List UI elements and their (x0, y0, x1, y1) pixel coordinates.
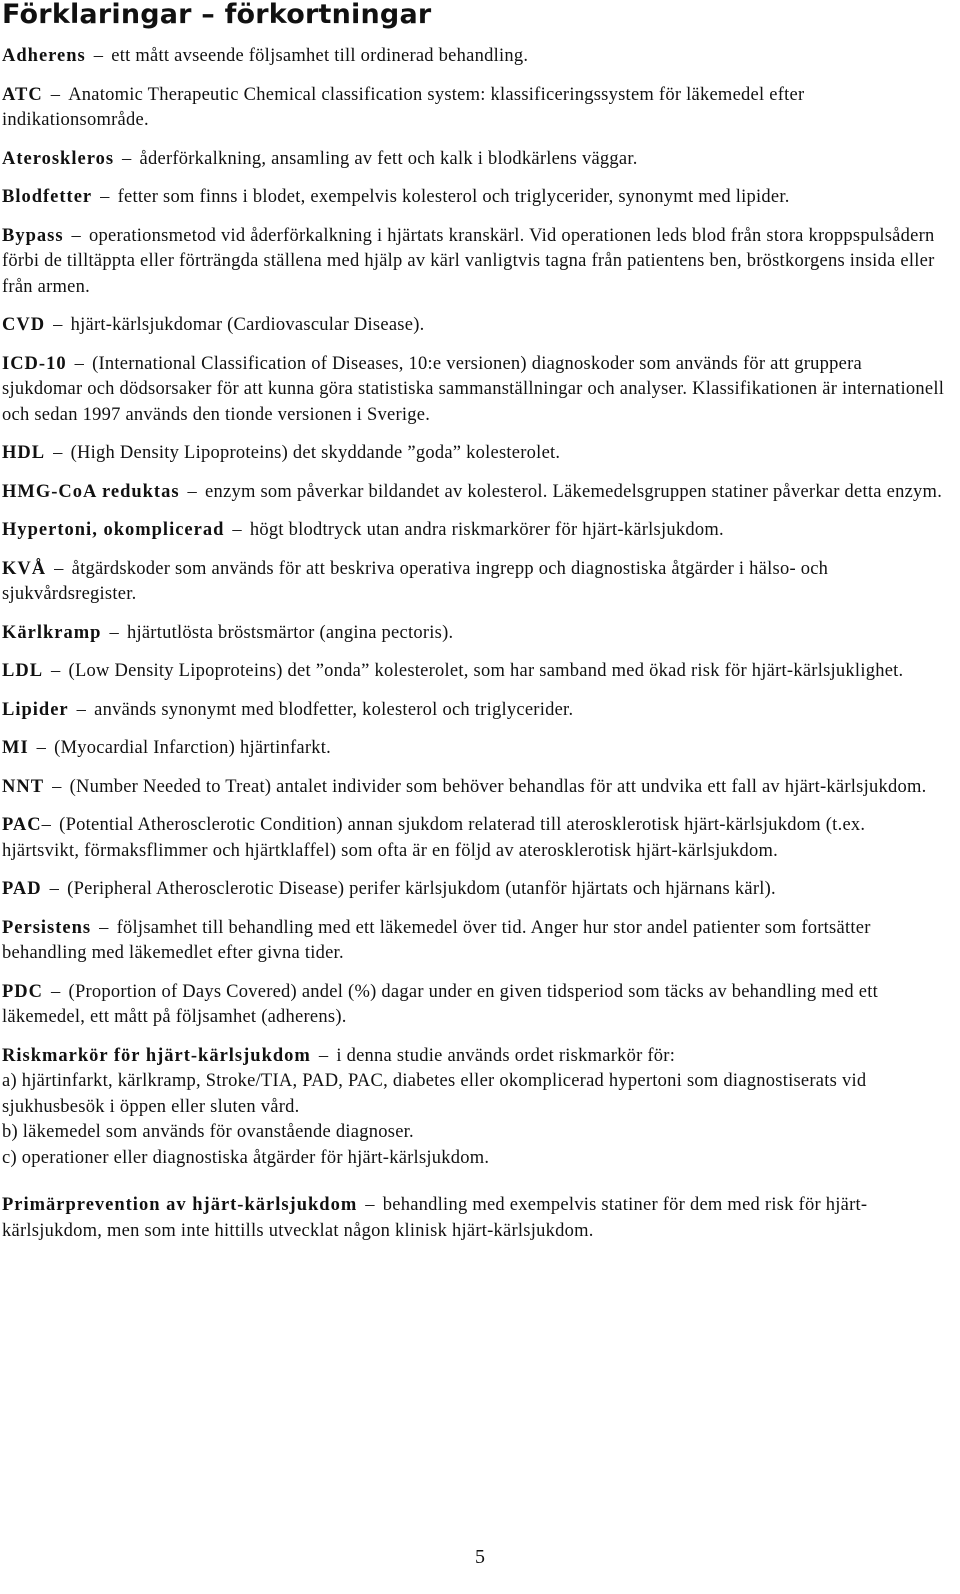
glossary-entry-mi (2, 736, 946, 762)
glossary-entry-hypertoni (2, 518, 946, 544)
page-title: Förklaringar – förkortningar (2, 0, 432, 30)
glossary-definition: hjärtutlösta bröstsmärtor (angina pectoris). (126, 622, 454, 643)
separator-dash: – (122, 148, 132, 169)
separator-dash: – (51, 981, 61, 1002)
glossary-entry-lipider (2, 698, 946, 724)
glossary-definition: ett mått avseende följsamhet till ordinerad behandling. (111, 46, 529, 66)
glossary-definition: operationsmetod vid åderförkalkning i hjärtats kranskärl. Vid operationen leds blod från stora kroppspulsådern förbi de tilltäppta eller förträngda ställena med hjälp av kärl vanligtvis tagna från patientens ben, bröstkorgens insida eller från armen. (2, 225, 935, 297)
glossary-term: Kärlkramp (2, 622, 102, 643)
glossary-term: NNT (2, 776, 45, 797)
glossary-definition: (International Classification of Diseases, 10:e versionen) diagnoskoder som används för att gruppera sjukdomar och dödsorsaker för att kunna göra statistiska sammanställningar och analyser. Klassifikationen är internationell och sedan 1997 används den tionde versionen i Sverige. (2, 353, 945, 425)
separator-dash: – (109, 622, 119, 643)
glossary-entry-blodfetter (2, 185, 946, 211)
glossary-term: Primärprevention av hjärt-kärlsjukdom (2, 1195, 358, 1215)
glossary-definition: följsamhet till behandling med ett läkemedel över tid. Anger hur stor andel patienter som fortsätter behandling med läkemedlet efter givna tider. (2, 917, 871, 963)
glossary-definition: behandling med exempelvis statiner för dem med risk för hjärt-kärlsjukdom, men som inte hittills utvecklat någon klinisk hjärt-kärlsjukdom. (2, 1195, 868, 1241)
glossary-entry-persistens (2, 916, 946, 967)
separator-dash: – (187, 481, 198, 502)
glossary-term: PDC (2, 981, 44, 1002)
glossary-definition: högt blodtryck utan andra riskmarkörer för hjärt-kärlsjukdom. (249, 520, 724, 540)
separator-dash: – (99, 917, 109, 938)
glossary-term: Ateroskleros (2, 148, 115, 169)
glossary-definition: (Potential Atherosclerotic Condition) annan sjukdom relaterad till aterosklerotisk hjärt-kärlsjukdom (t.ex. hjärtsvikt, förmaksflimmer och hjärtklaffel) som ofta är en följd av aterosklerotisk hjärt-kärlsjukdom. (2, 815, 866, 861)
glossary-entry-karlkramp (2, 621, 946, 647)
glossary-definition: används synonymt med blodfetter, kolesterol och triglycerider. (94, 699, 574, 720)
separator-dash: – (53, 443, 63, 463)
glossary-entry-adherens (2, 44, 946, 70)
glossary-definition: åderförkalkning, ansamling av fett och kalk i blodkärlens väggar. (139, 148, 638, 169)
glossary-definition: Anatomic Therapeutic Chemical classification system: klassificeringssystem för läkemedel efter indikationsområde. (2, 84, 805, 130)
risk-list-item: a) hjärtinfarkt, kärlkramp, Stroke/TIA, PAD, PAC, diabetes eller okomplicerad hypertoni som diagnostiserats vid sjukhusbesök i öppen eller sluten vård. (2, 1071, 867, 1117)
glossary-term: HMG-CoA reduktas (2, 481, 180, 502)
glossary-entry-kva (2, 557, 946, 608)
glossary-entry-hmg-coa (2, 480, 946, 506)
separator-dash: – (52, 776, 62, 797)
glossary-entry-ldl (2, 659, 946, 685)
separator-dash: – (51, 661, 61, 681)
glossary-term: Persistens (2, 917, 92, 938)
glossary-term: Hypertoni, okomplicerad (2, 520, 225, 540)
glossary-entry-atc (2, 83, 946, 134)
glossary-definition: enzym som påverkar bildandet av kolesterol. Läkemedelsgruppen statiner påverkar detta enzym. (205, 481, 943, 502)
glossary-term: ATC (2, 84, 43, 105)
glossary-definition: (Proportion of Days Covered) andel (%) dagar under en given tidsperiod som täcks av behandling med ett läkemedel, ett mått på följsamhet (adherens). (2, 981, 879, 1027)
glossary-list (2, 44, 946, 1244)
separator-dash: – (318, 1045, 329, 1066)
glossary-definition: åtgärdskoder som används för att beskriva operativa ingrepp och diagnostiska åtgärder i hälso- och sjukvårdsregister. (2, 558, 829, 604)
separator-dash: – (74, 353, 85, 374)
glossary-definition: (Myocardial Infarction) hjärtinfarkt. (54, 738, 332, 758)
glossary-term: PAD (2, 879, 42, 899)
separator-dash: – (76, 699, 87, 720)
separator-dash: – (49, 879, 60, 899)
glossary-entry-pdc (2, 980, 946, 1031)
glossary-term: LDL (2, 661, 44, 681)
separator-dash: – (93, 46, 104, 66)
glossary-entry-icd10 (2, 352, 946, 429)
glossary-definition: (Peripheral Atherosclerotic Disease) perifer kärlsjukdom (utanför hjärtats och hjärnans kärl). (67, 879, 776, 899)
glossary-entry-ateroskleros (2, 147, 946, 173)
separator-dash: – (50, 84, 61, 105)
glossary-term: MI (2, 738, 29, 758)
separator-dash: – (41, 815, 52, 835)
glossary-term: HDL (2, 443, 46, 463)
separator-dash: – (100, 187, 110, 207)
separator-dash: – (365, 1195, 375, 1215)
separator-dash: – (36, 738, 47, 758)
separator-dash: – (54, 558, 64, 579)
glossary-entry-primarprevention (2, 1193, 946, 1244)
glossary-term: ICD-10 (2, 353, 67, 374)
risk-list-item: c) operationer eller diagnostiska åtgärder för hjärt-kärlsjukdom. (2, 1147, 490, 1168)
glossary-term: Adherens (2, 46, 86, 66)
glossary-entry-riskmarkor (2, 1044, 946, 1172)
separator-dash: – (53, 315, 63, 335)
glossary-term: Lipider (2, 699, 69, 720)
glossary-definition: hjärt-kärlsjukdomar (Cardiovascular Disease). (70, 315, 425, 335)
glossary-definition: (Number Needed to Treat) antalet individer som behöver behandlas för att undvika ett fall av hjärt-kärlsjukdom. (69, 776, 927, 797)
glossary-entry-nnt (2, 775, 946, 801)
separator-dash: – (232, 520, 242, 540)
glossary-entry-pad (2, 877, 946, 903)
glossary-term: Riskmarkör för hjärt-kärlsjukdom (2, 1045, 311, 1066)
glossary-definition: (High Density Lipoproteins) det skyddande ”goda” kolesterolet. (70, 443, 561, 463)
glossary-term: CVD (2, 315, 46, 335)
page-number: 5 (475, 1546, 485, 1568)
glossary-term: Blodfetter (2, 187, 93, 207)
glossary-entry-bypass (2, 224, 946, 301)
glossary-definition: (Low Density Lipoproteins) det ”onda” kolesterolet, som har samband med ökad risk för hjärt-kärlsjuklighet. (68, 661, 904, 681)
separator-dash: – (71, 225, 82, 246)
glossary-entry-pac (2, 813, 946, 864)
glossary-term: PAC (2, 815, 42, 835)
glossary-entry-cvd (2, 313, 946, 339)
glossary-definition: i denna studie används ordet riskmarkör för: (336, 1045, 676, 1066)
glossary-definition: fetter som finns i blodet, exempelvis kolesterol och triglycerider, synonymt med lipider. (117, 187, 790, 207)
risk-list-item: b) läkemedel som används för ovanstående diagnoser. (2, 1122, 414, 1142)
glossary-term: Bypass (2, 225, 64, 246)
glossary-term: KVÅ (2, 558, 47, 579)
glossary-entry-hdl (2, 441, 946, 467)
